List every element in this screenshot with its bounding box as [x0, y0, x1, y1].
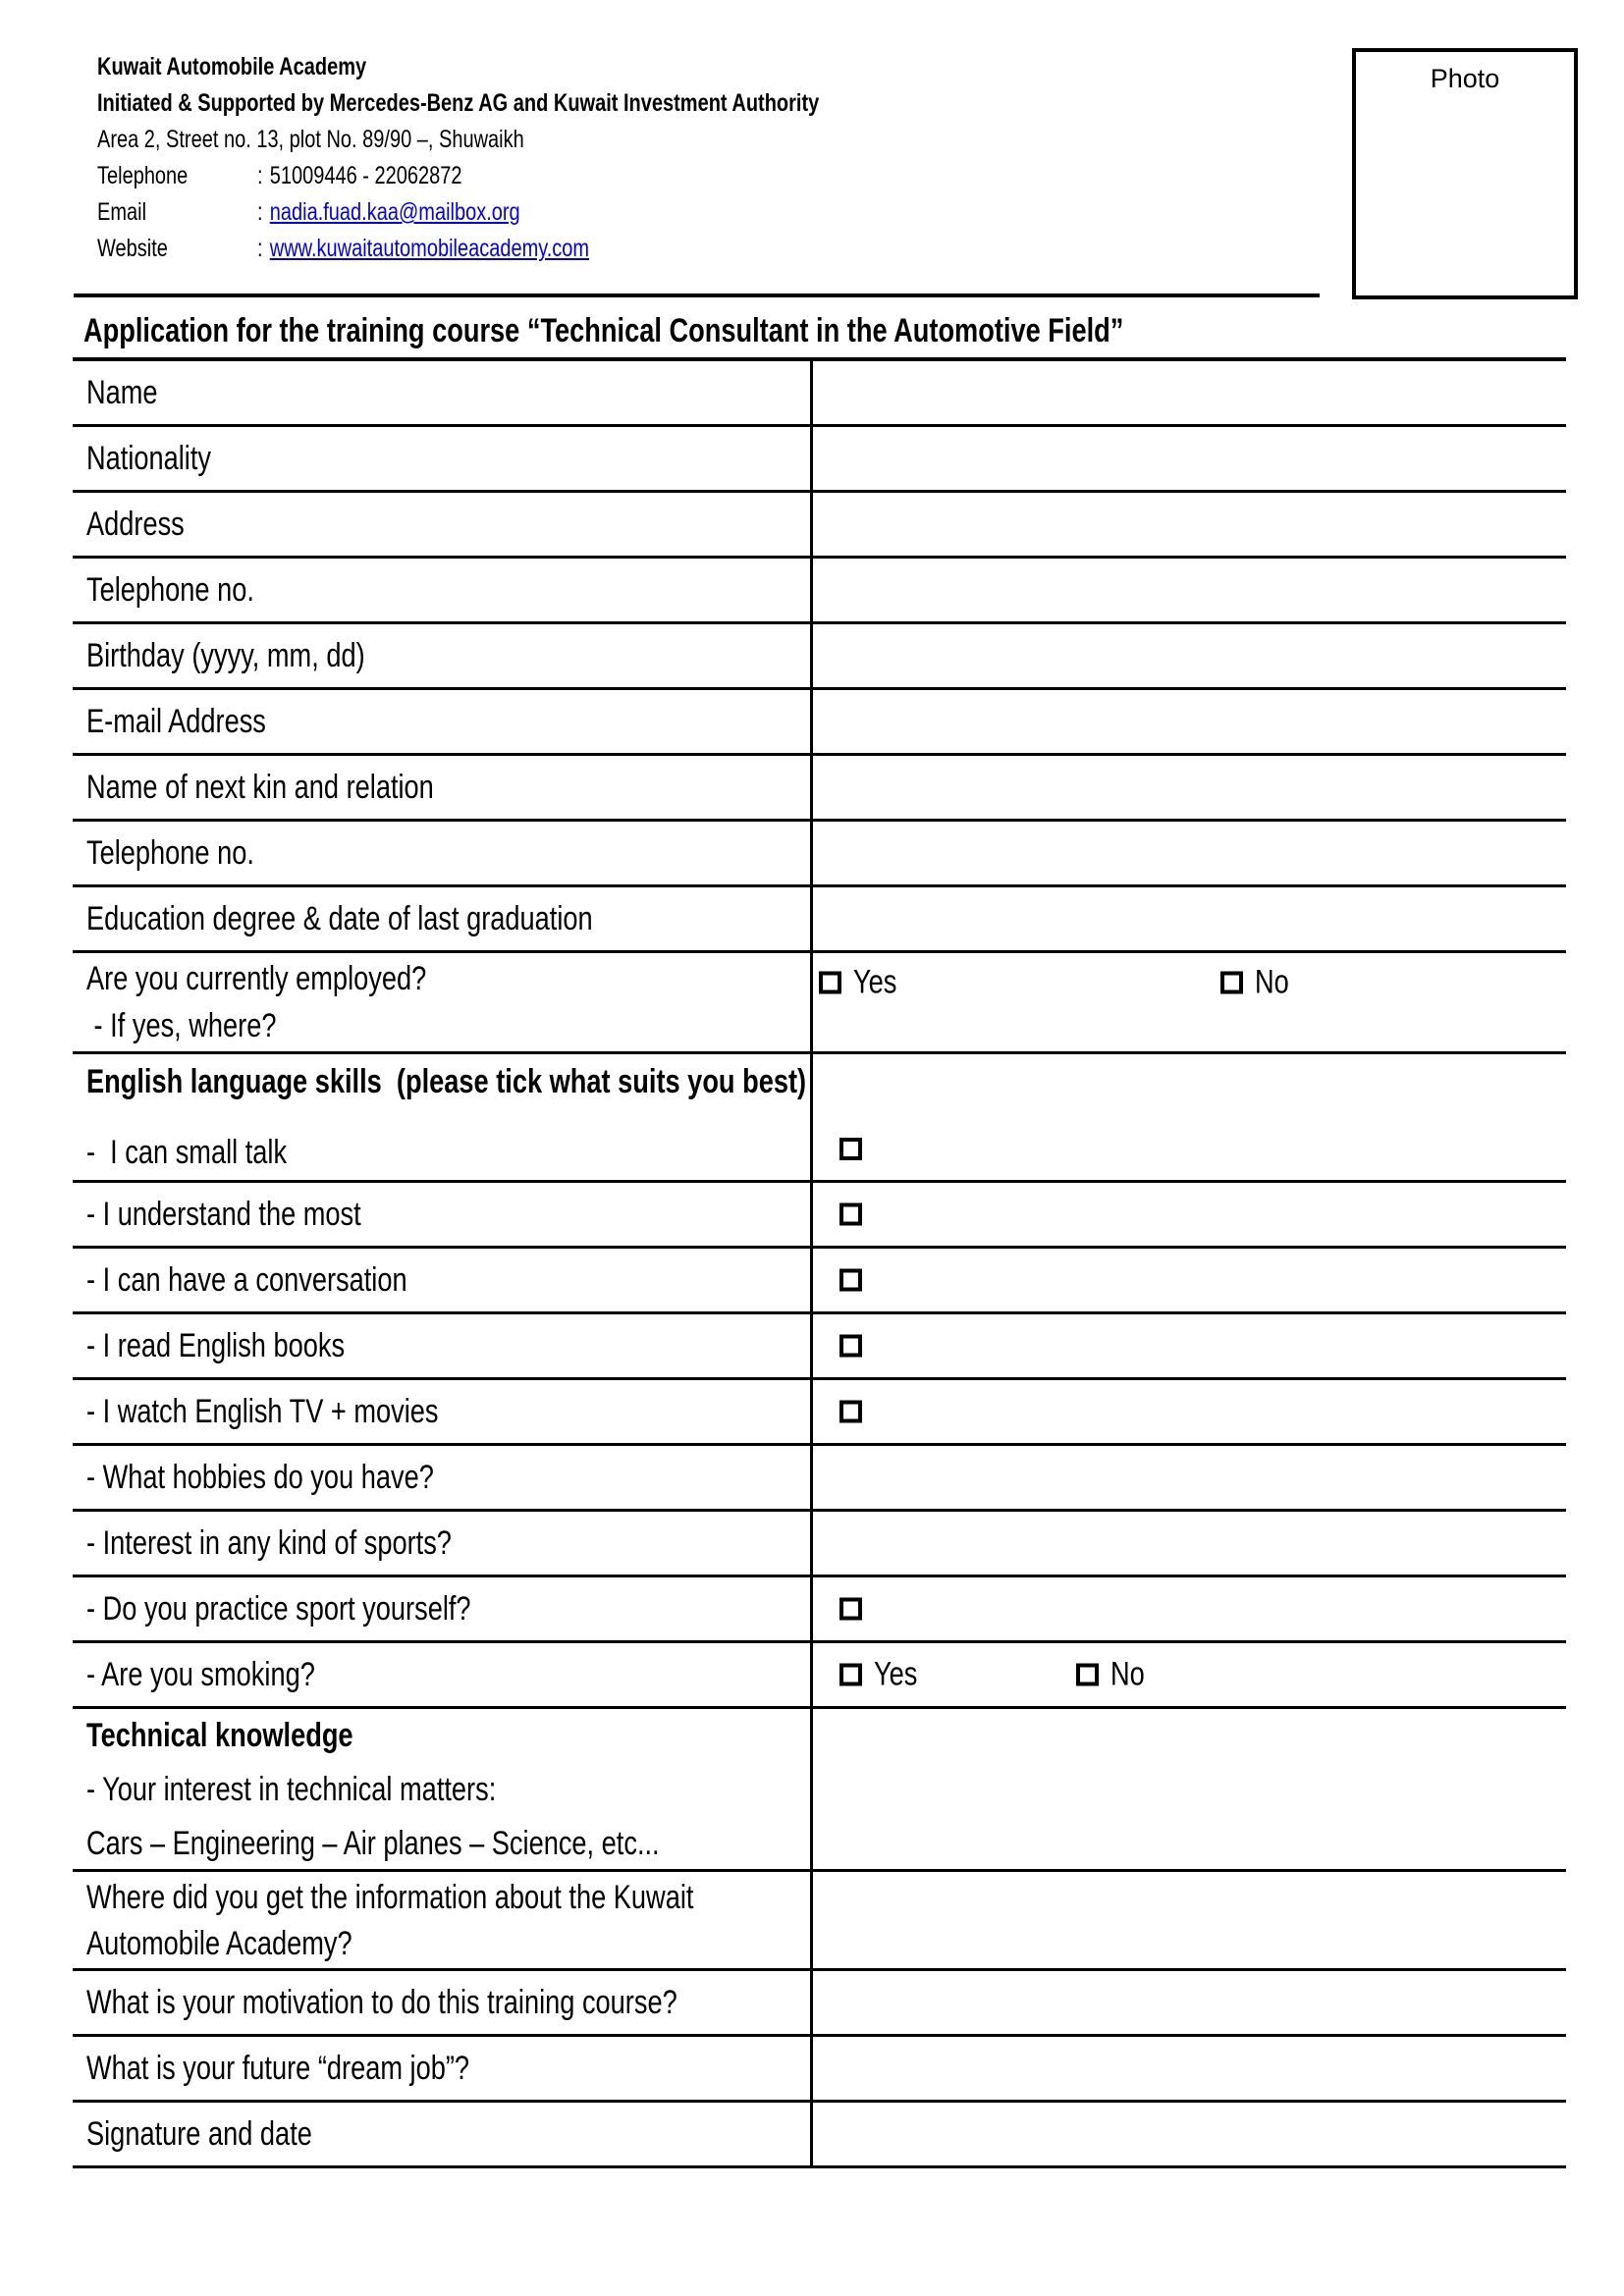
- label-cell-tv-movies: [73, 1380, 813, 1443]
- label-cell-smoking: [73, 1643, 813, 1706]
- label-cell-dream-job: [73, 2037, 813, 2100]
- email-contact-row: [97, 194, 1000, 231]
- org-address-line: [97, 122, 1000, 158]
- no-checkbox-employed[interactable]: [1220, 972, 1243, 994]
- row-label: Telephone no.: [86, 834, 254, 872]
- row-label: - I read English books: [86, 1327, 346, 1364]
- no-option-smoking: [1076, 1656, 1153, 1694]
- input-cell-technical-knowledge[interactable]: [813, 1709, 1566, 1869]
- table-row-conversation: [73, 1249, 1566, 1314]
- input-cell-smoking[interactable]: [813, 1643, 1566, 1706]
- label-cell-next-kin: [73, 756, 813, 819]
- input-cell-nationality[interactable]: [813, 427, 1566, 490]
- no-label: No: [1255, 963, 1289, 1001]
- label-cell-understand-most: [73, 1183, 813, 1246]
- input-cell-address[interactable]: [813, 493, 1566, 556]
- row-label: Cars – Engineering – Air planes – Science, etc...: [86, 1824, 660, 1862]
- input-cell-name[interactable]: [813, 361, 1566, 424]
- form-title: Application for the training course “Technical Consultant in the Automotive Field”: [83, 312, 1124, 349]
- row-label: Education degree & date of last graduation: [86, 900, 593, 937]
- email-link[interactable]: nadia.fuad.kaa@mailbox.org: [269, 198, 520, 226]
- label-cell-address: [73, 493, 813, 556]
- row-label: English language skills (please tick what suits you best): [86, 1063, 807, 1100]
- input-cell-email[interactable]: [813, 690, 1566, 753]
- table-row-address: [73, 493, 1566, 559]
- header-divider: [74, 294, 1320, 297]
- input-cell-next-kin[interactable]: [813, 756, 1566, 819]
- input-cell-education[interactable]: [813, 887, 1566, 950]
- org-name: Kuwait Automobile Academy: [97, 53, 367, 80]
- table-row-technical-knowledge: [73, 1709, 1566, 1872]
- checkbox-practice-sport[interactable]: [839, 1598, 862, 1621]
- table-row-read-books: [73, 1314, 1566, 1380]
- row-label: - I understand the most: [86, 1196, 361, 1233]
- table-row-employed: [73, 953, 1566, 1054]
- label-cell-technical-knowledge: [73, 1709, 813, 1869]
- table-row-smoking: [73, 1643, 1566, 1709]
- row-label: Signature and date: [86, 2115, 312, 2153]
- table-row-sports-interest: [73, 1512, 1566, 1577]
- org-subtitle-line: [97, 85, 1000, 122]
- row-label: - Your interest in technical matters:: [86, 1770, 497, 1808]
- input-cell-read-books[interactable]: [813, 1314, 1566, 1377]
- table-row-signature: [73, 2103, 1566, 2168]
- yes-label: Yes: [874, 1655, 918, 1693]
- table-row-email: [73, 690, 1566, 756]
- table-row-tv-movies: [73, 1380, 1566, 1446]
- row-label: - Are you smoking?: [86, 1656, 315, 1693]
- telephone-value: 51009446 - 22062872: [269, 162, 462, 189]
- input-cell-motivation[interactable]: [813, 1971, 1566, 2034]
- table-row-name: [73, 361, 1566, 427]
- yes-option-smoking: [839, 1656, 928, 1694]
- input-cell-next-kin-telephone[interactable]: [813, 822, 1566, 884]
- table-row-telephone: [73, 559, 1566, 624]
- checkbox-understand-most[interactable]: [839, 1203, 862, 1226]
- label-cell-name: [73, 361, 813, 424]
- label-cell-info-source: [73, 1872, 813, 1968]
- row-label: What is your motivation to do this training course?: [86, 1984, 677, 2021]
- table-row-info-source: [73, 1872, 1566, 1971]
- row-label: - I can small talk: [86, 1134, 288, 1171]
- input-cell-sports-interest[interactable]: [813, 1512, 1566, 1575]
- row-label: - I can have a conversation: [86, 1261, 407, 1299]
- photo-box: [1352, 48, 1578, 299]
- input-cell-birthday[interactable]: [813, 624, 1566, 687]
- label-cell-next-kin-telephone: [73, 822, 813, 884]
- label-cell-nationality: [73, 427, 813, 490]
- row-label: - Interest in any kind of sports?: [86, 1524, 452, 1562]
- table-row-next-kin: [73, 756, 1566, 822]
- row-label: Are you currently employed?: [86, 960, 427, 997]
- no-option-employed: [1220, 964, 1297, 1002]
- input-cell-dream-job[interactable]: [813, 2037, 1566, 2100]
- row-label: Where did you get the information about the Kuwait: [86, 1878, 694, 1916]
- input-cell-hobbies[interactable]: [813, 1446, 1566, 1509]
- table-row-english-skills: [73, 1054, 1566, 1183]
- row-label: - Do you practice sport yourself?: [86, 1590, 471, 1628]
- row-label: Name: [86, 374, 158, 411]
- label-cell-conversation: [73, 1249, 813, 1311]
- row-label: Name of next kin and relation: [86, 769, 434, 806]
- label-cell-practice-sport: [73, 1577, 813, 1640]
- table-row-education: [73, 887, 1566, 953]
- input-cell-practice-sport[interactable]: [813, 1577, 1566, 1640]
- colon: :: [257, 198, 263, 226]
- website-label: Website: [97, 235, 168, 262]
- table-row-nationality: [73, 427, 1566, 493]
- input-cell-signature[interactable]: [813, 2103, 1566, 2165]
- label-cell-sports-interest: [73, 1512, 813, 1575]
- no-checkbox-smoking[interactable]: [1076, 1664, 1099, 1686]
- row-label: Address: [86, 506, 185, 543]
- label-cell-motivation: [73, 1971, 813, 2034]
- row-label: Telephone no.: [86, 571, 254, 609]
- input-cell-info-source[interactable]: [813, 1872, 1566, 1968]
- table-row-understand-most: [73, 1183, 1566, 1249]
- colon: :: [257, 162, 263, 189]
- checkbox-conversation[interactable]: [839, 1269, 862, 1292]
- row-label: E-mail Address: [86, 703, 266, 740]
- photo-label: Photo: [1430, 64, 1500, 93]
- label-cell-email: [73, 690, 813, 753]
- label-cell-education: [73, 887, 813, 950]
- table-row-hobbies: [73, 1446, 1566, 1512]
- input-cell-understand-most[interactable]: [813, 1183, 1566, 1246]
- row-label: Technical knowledge: [86, 1716, 353, 1754]
- input-cell-employed[interactable]: [813, 953, 1566, 1051]
- row-label: - If yes, where?: [86, 1007, 277, 1044]
- label-cell-english-skills: [73, 1054, 813, 1180]
- label-cell-birthday: [73, 624, 813, 687]
- table-row-next-kin-telephone: [73, 822, 1566, 887]
- checkbox-read-books[interactable]: [839, 1335, 862, 1358]
- row-label: Birthday (yyyy, mm, dd): [86, 637, 365, 674]
- website-contact-row: [97, 231, 1000, 267]
- label-cell-signature: [73, 2103, 813, 2165]
- input-cell-conversation[interactable]: [813, 1249, 1566, 1311]
- yes-label: Yes: [853, 963, 897, 1001]
- row-label: Nationality: [86, 440, 211, 477]
- telephone-contact-row: [97, 158, 1000, 194]
- row-label: - I watch English TV + movies: [86, 1393, 439, 1430]
- colon: :: [257, 235, 263, 262]
- table-row-birthday: [73, 624, 1566, 690]
- website-link[interactable]: www.kuwaitautomobileacademy.com: [269, 235, 590, 262]
- row-label: What is your future “dream job”?: [86, 2050, 470, 2087]
- label-cell-read-books: [73, 1314, 813, 1377]
- table-row-dream-job: [73, 2037, 1566, 2103]
- input-cell-tv-movies[interactable]: [813, 1380, 1566, 1443]
- no-label: No: [1110, 1655, 1145, 1693]
- input-cell-telephone[interactable]: [813, 559, 1566, 621]
- org-subtitle: Initiated & Supported by Mercedes-Benz AG and Kuwait Investment Authority: [97, 89, 820, 117]
- yes-checkbox-employed[interactable]: [819, 972, 841, 994]
- table-row-practice-sport: [73, 1577, 1566, 1643]
- org-address: Area 2, Street no. 13, plot No. 89/90 –, Shuwaikh: [97, 126, 524, 153]
- row-label: Automobile Academy?: [86, 1924, 352, 1962]
- row-label: - What hobbies do you have?: [86, 1459, 434, 1496]
- application-table: [73, 357, 1566, 2168]
- org-name-line: [97, 49, 1000, 85]
- label-cell-hobbies: [73, 1446, 813, 1509]
- table-row-motivation: [73, 1971, 1566, 2037]
- input-cell-english-skills[interactable]: [813, 1054, 1566, 1180]
- label-cell-telephone: [73, 559, 813, 621]
- letterhead: [97, 49, 1000, 267]
- checkbox-english-skills[interactable]: [839, 1138, 862, 1160]
- telephone-label: Telephone: [97, 162, 189, 189]
- label-cell-employed: [73, 953, 813, 1051]
- yes-option-employed: [819, 964, 907, 1002]
- yes-checkbox-smoking[interactable]: [839, 1664, 862, 1686]
- email-label: Email: [97, 198, 147, 226]
- checkbox-tv-movies[interactable]: [839, 1401, 862, 1423]
